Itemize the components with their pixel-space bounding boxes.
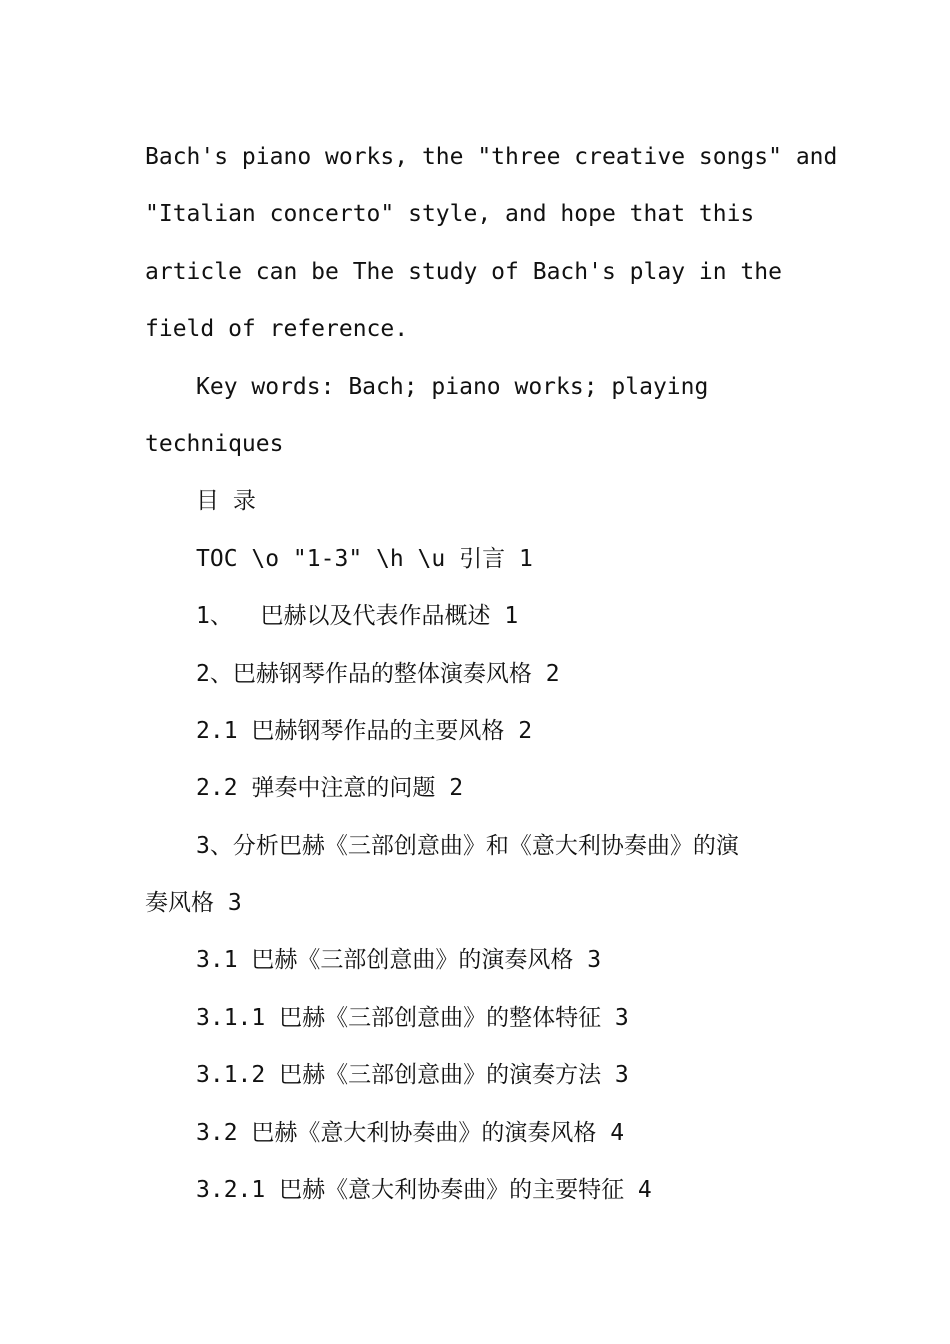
toc-entry[interactable]: 3.1.2 巴赫《三部创意曲》的演奏方法 3 bbox=[196, 1062, 629, 1089]
toc-entry[interactable]: 3.1 巴赫《三部创意曲》的演奏风格 3 bbox=[196, 947, 602, 974]
document-body bbox=[145, 129, 838, 1219]
toc-heading: 目 录 bbox=[196, 488, 256, 515]
abstract-paragraph bbox=[145, 129, 838, 359]
abstract-line: article can be The study of Bach's play in the bbox=[145, 258, 782, 285]
toc-entry-line: 奏风格 3 bbox=[145, 890, 242, 917]
toc-entry[interactable]: 3.1.1 巴赫《三部创意曲》的整体特征 3 bbox=[196, 1004, 629, 1031]
abstract-line: Bach's piano works, the "three creative songs" and bbox=[145, 144, 838, 170]
toc-entry[interactable]: 3.2 巴赫《意大利协奏曲》的演奏风格 4 bbox=[196, 1119, 625, 1146]
keywords-paragraph bbox=[145, 359, 810, 474]
toc-entry[interactable]: 2、巴赫钢琴作品的整体演奏风格 2 bbox=[196, 660, 560, 687]
toc-entry[interactable]: TOC \o "1-3" \h \u 引言 1 bbox=[196, 545, 533, 572]
abstract-line: "Italian concerto" style, and hope that this bbox=[145, 201, 755, 228]
toc-entry[interactable]: 3.2.1 巴赫《意大利协奏曲》的主要特征 4 bbox=[196, 1177, 652, 1204]
toc-entry-wrapped[interactable] bbox=[145, 818, 810, 933]
abstract-line: field of reference. bbox=[145, 316, 409, 343]
keywords-line: techniques bbox=[145, 430, 284, 457]
toc-entry[interactable]: 2.2 弹奏中注意的问题 2 bbox=[196, 775, 464, 802]
keywords-line: Key words: Bach; piano works; playing bbox=[196, 373, 709, 400]
toc-entry[interactable]: 1、 巴赫以及代表作品概述 1 bbox=[196, 603, 519, 630]
table-of-contents bbox=[145, 473, 810, 1219]
toc-entry-line: 3、分析巴赫《三部创意曲》和《意大利协奏曲》的演 bbox=[196, 832, 739, 859]
toc-entry[interactable]: 2.1 巴赫钢琴作品的主要风格 2 bbox=[196, 717, 533, 744]
